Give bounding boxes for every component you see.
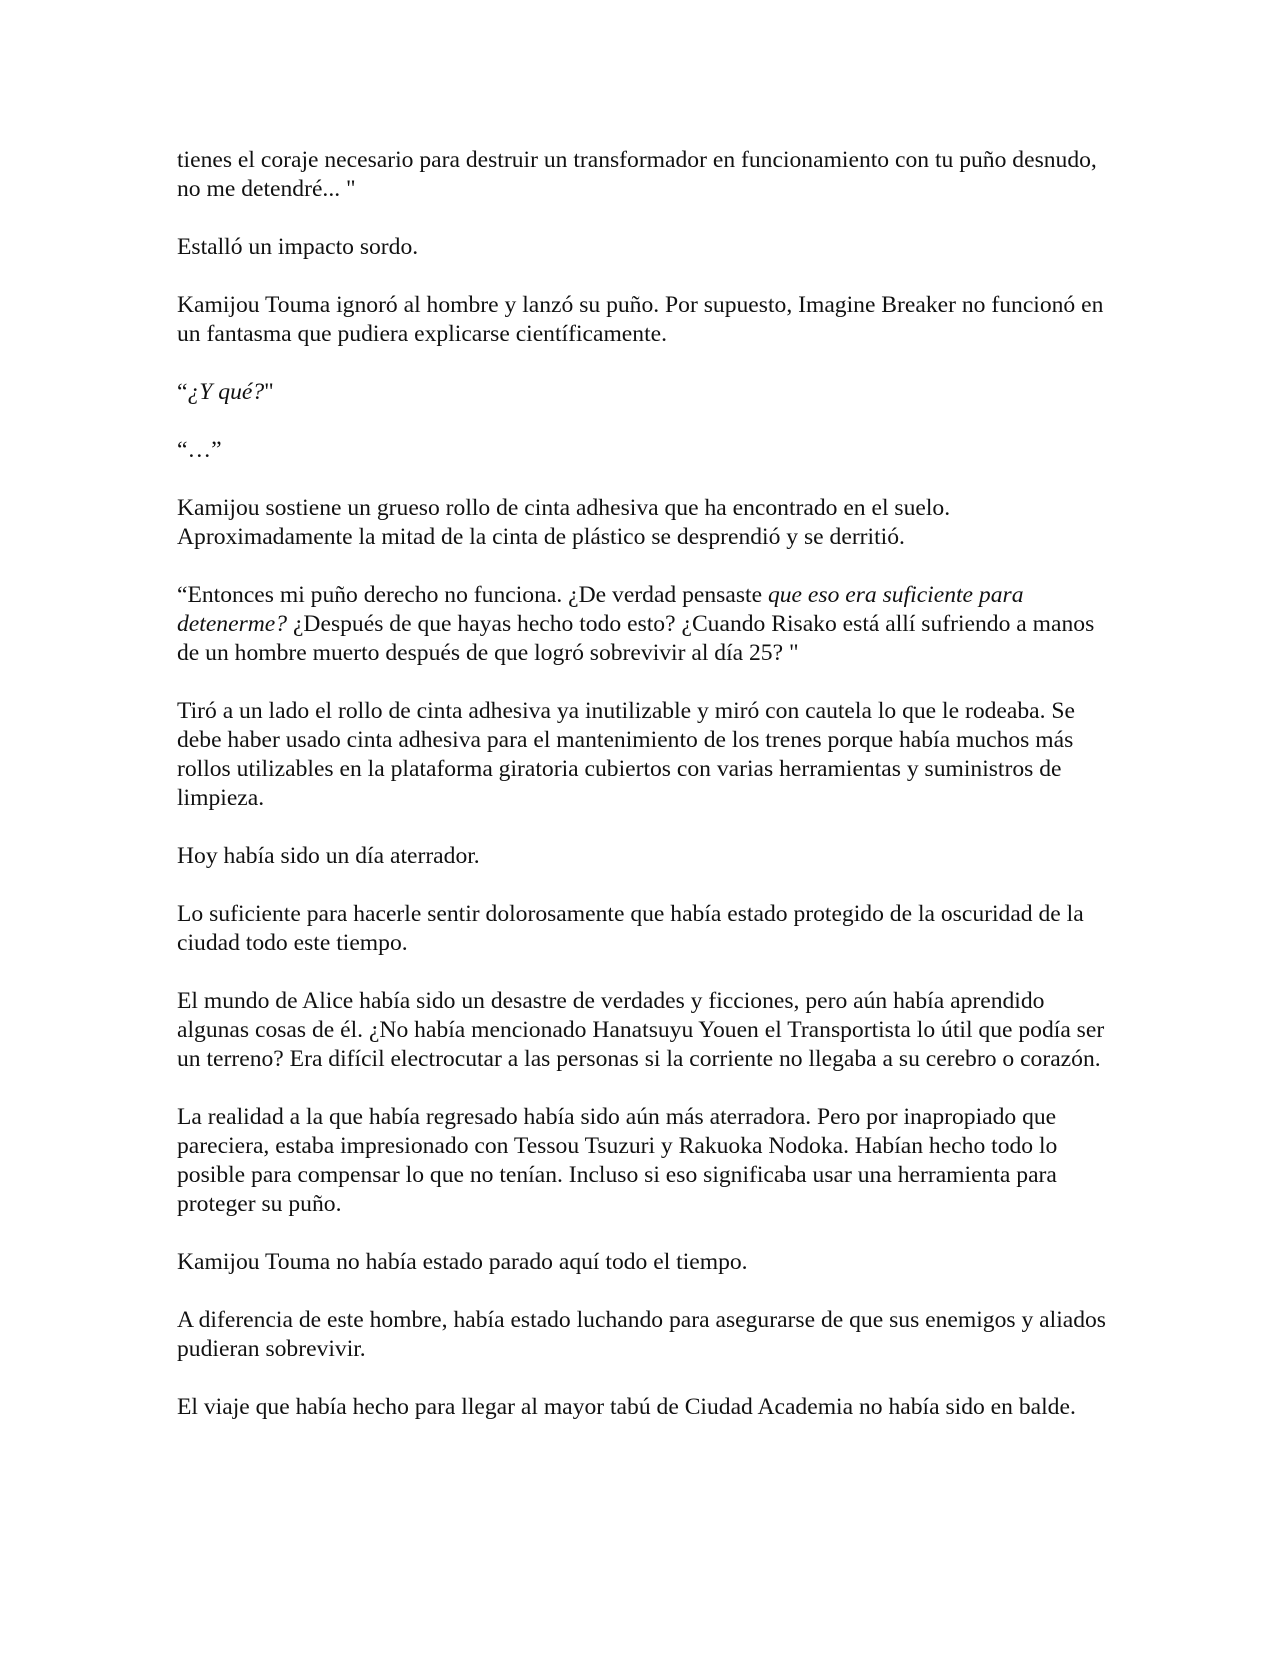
text-run: Hoy había sido un día aterrador. [177, 843, 480, 869]
paragraph-dialogue [177, 581, 1117, 668]
paragraph [177, 987, 1117, 1074]
text-run: “…” [177, 437, 222, 463]
text-run: Tiró a un lado el rollo de cinta adhesiva ya inutilizable y miró con cautela lo que le rodeaba. Se debe haber usado cinta adhesiva para el mantenimiento de los trenes porque había muchos más rollos utilizables en la plataforma giratoria cubiertos con varias herramientas y suministros de limpieza. [177, 698, 1076, 811]
paragraph [177, 146, 1117, 204]
text-run: “Entonces mi puño derecho no funciona. ¿De verdad pensaste [177, 582, 768, 608]
paragraph [177, 494, 1117, 552]
paragraph [177, 291, 1117, 349]
text-run: Kamijou Touma no había estado parado aquí todo el tiempo. [177, 1249, 748, 1275]
paragraph-dialogue [177, 378, 1117, 407]
paragraph [177, 1393, 1117, 1422]
italic-text-run: que eso era suficiente para detenerme? [177, 582, 1024, 637]
paragraph-dialogue [177, 436, 1117, 465]
paragraph [177, 697, 1117, 813]
text-run: Lo suficiente para hacerle sentir dolorosamente que había estado protegido de la oscuridad de la ciudad todo este tiempo. [177, 901, 1084, 956]
paragraph [177, 842, 1117, 871]
text-run: " [264, 379, 274, 405]
paragraph [177, 900, 1117, 958]
paragraph [177, 1103, 1117, 1219]
text-run: El viaje que había hecho para llegar al mayor tabú de Ciudad Academia no había sido en balde. [177, 1394, 1076, 1420]
text-run: Kamijou Touma ignoró al hombre y lanzó su puño. Por supuesto, Imagine Breaker no funcionó en un fantasma que pudiera explicarse científicamente. [177, 292, 1104, 347]
italic-text-run: ¿Y qué? [187, 379, 265, 405]
text-run: Kamijou sostiene un grueso rollo de cinta adhesiva que ha encontrado en el suelo. Aproximadamente la mitad de la cinta de plástico se desprendió y se derritió. [177, 495, 951, 550]
text-run: tienes el coraje necesario para destruir un transformador en funcionamiento con tu puño desnudo, no me detendré... " [177, 147, 1097, 202]
document-body [177, 146, 1117, 1451]
paragraph [177, 1306, 1117, 1364]
text-run: A diferencia de este hombre, había estado luchando para asegurarse de que sus enemigos y aliados pudieran sobrevivir. [177, 1307, 1106, 1362]
paragraph [177, 233, 1117, 262]
text-run: “ [177, 379, 188, 405]
text-run: La realidad a la que había regresado había sido aún más aterradora. Pero por inapropiado que pareciera, estaba impresionado con Tessou Tsuzuri y Rakuoka Nodoka. Habían hecho todo lo posible para compensar lo que no tenían. Incluso si eso significaba usar una herramienta para proteger su puño. [177, 1104, 1058, 1217]
text-run: El mundo de Alice había sido un desastre de verdades y ficciones, pero aún había aprendido algunas cosas de él. ¿No había mencionado Hanatsuyu Youen el Transportista lo útil que podía ser un terreno? Era difícil electrocutar a las personas si la corriente no llegaba a su cerebro o corazón. [177, 988, 1105, 1072]
paragraph [177, 1248, 1117, 1277]
text-run: Estalló un impacto sordo. [177, 234, 419, 260]
text-run: ¿Después de que hayas hecho todo esto? ¿Cuando Risako está allí sufriendo a manos de un hombre muerto después de que logró sobrevivir al día 25? " [177, 611, 1095, 666]
